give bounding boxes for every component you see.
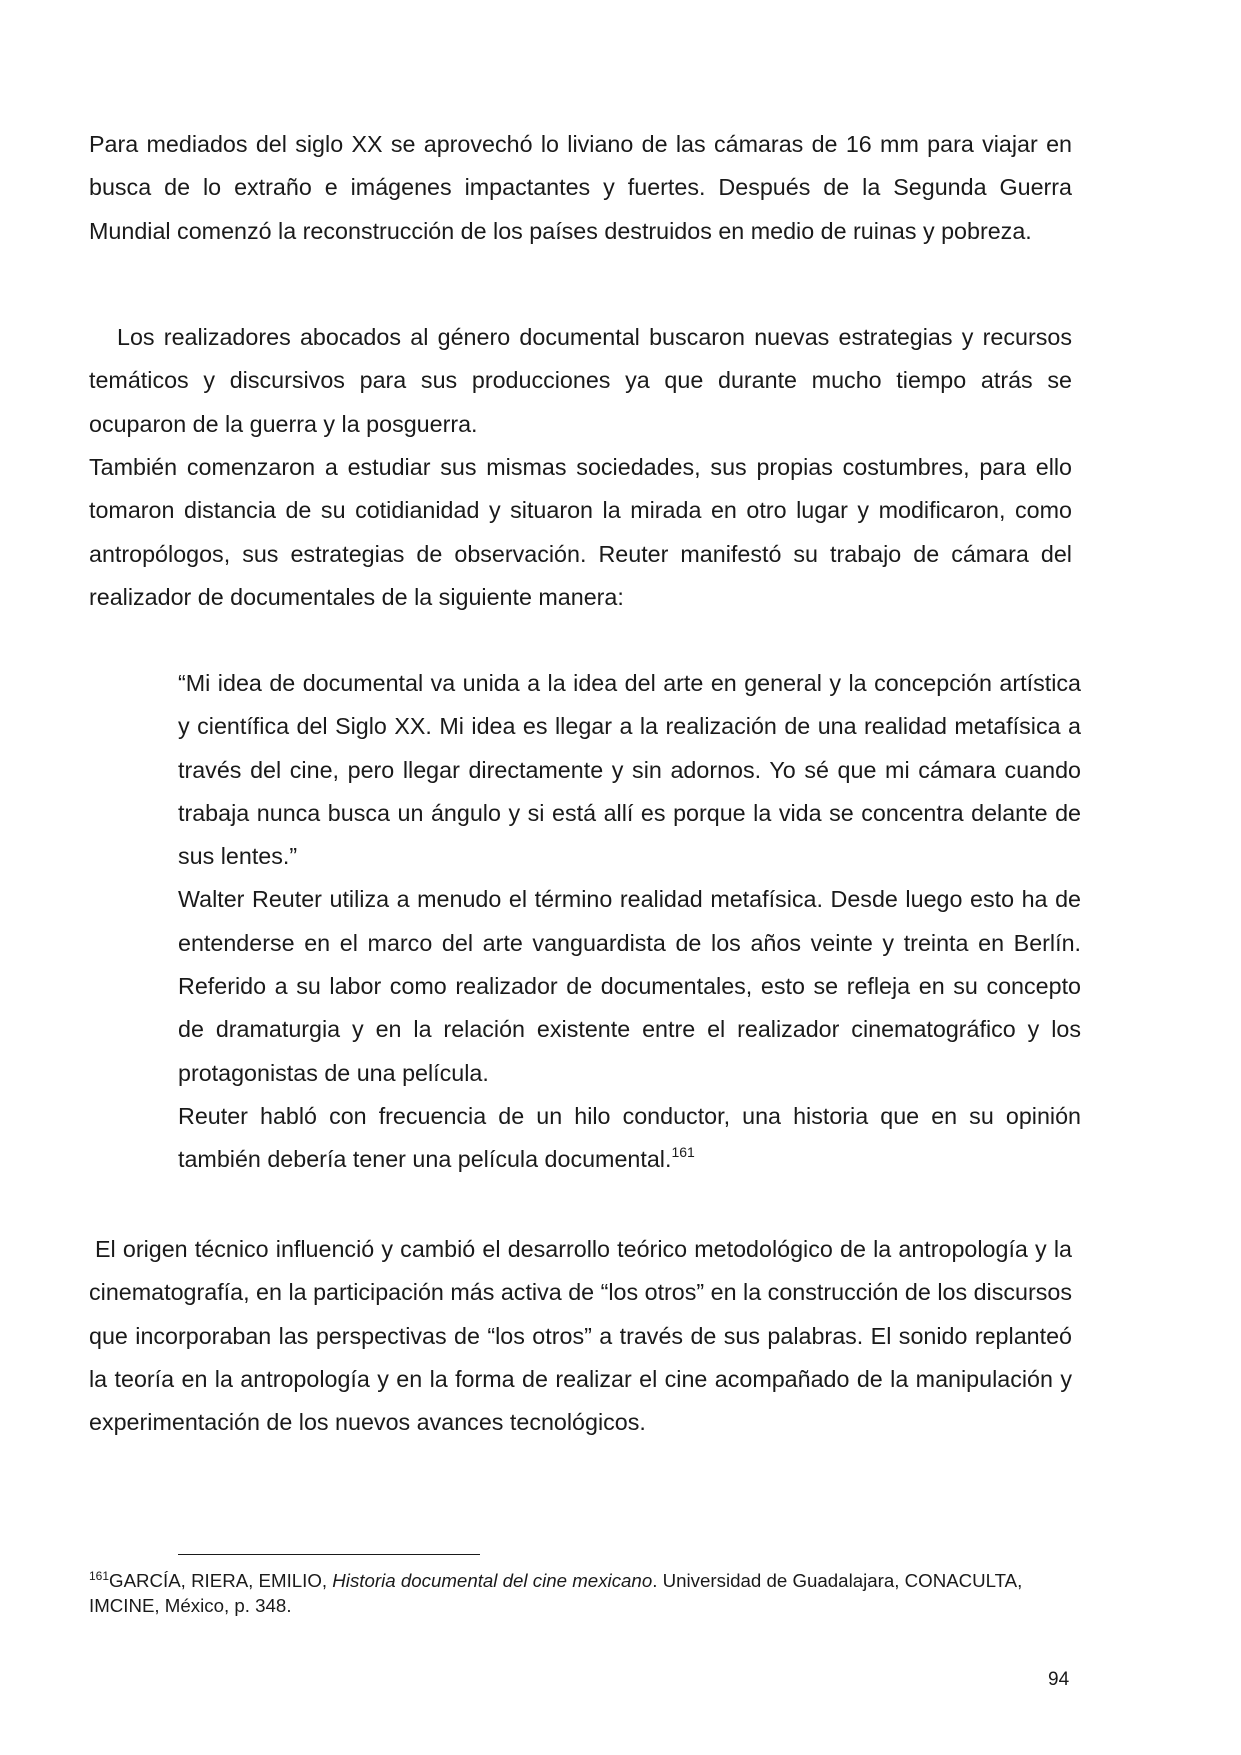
footnote-reference[interactable]: 161: [671, 1144, 695, 1161]
quote-paragraph-3: [178, 1095, 1081, 1182]
footnote: [89, 1568, 1079, 1618]
quote-paragraph-2: Walter Reuter utiliza a menudo el término realidad metafísica. Desde luego esto ha de entenderse en el marco del arte vanguardista de los años veinte y treinta en Berlín. Referido a su labor como realizador de documentales, esto se refleja en su concepto de dramaturgia y en la relación existente entre el realizador cinematográfico y los protagonistas de una película.: [178, 886, 1081, 1086]
footnote-separator: [178, 1554, 480, 1555]
quote-paragraph-1: “Mi idea de documental va unida a la idea del arte en general y la concepción artística y científica del Siglo XX. Mi idea es llegar a la realización de una realidad metafísica a través del cine, pero llegar directamente y sin adornos. Yo sé que mi cámara cuando trabaja nunca busca un ángulo y si está allí es porque la vida se concentra delante de sus lentes.”: [178, 670, 1081, 870]
page-number: 94: [1048, 1669, 1070, 1690]
footnote-title: Historia documental del cine mexicano: [332, 1570, 653, 1591]
paragraph-1: Para mediados del siglo XX se aprovechó lo liviano de las cámaras de 16 mm para viajar en busca de lo extraño e imágenes impactantes y fuertes. Después de la Segunda Guerra Mundial comenzó la reconstrucción de los países destruidos en medio de ruinas y pobreza.: [89, 131, 1072, 244]
paragraph-3: También comenzaron a estudiar sus mismas sociedades, sus propias costumbres, para ello tomaron distancia de su cotidianidad y situaron la mirada en otro lugar y modificaron, como antropólogos, sus estrategias de observación. Reuter manifestó su trabajo de cámara del realizador de documentales de la siguiente manera:: [89, 454, 1072, 610]
footnote-authors: GARCÍA, RIERA, EMILIO,: [109, 1570, 333, 1591]
paragraph-4: El origen técnico influenció y cambió el desarrollo teórico metodológico de la antropología y la cinematografía, en la participación más activa de “los otros” en la construcción de los discursos que incorporaban las perspectivas de “los otros” a través de sus palabras. El sonido replanteó la teoría en la antropología y en la forma de realizar el cine acompañado de la manipulación y experimentación de los nuevos avances tecnológicos.: [89, 1236, 1072, 1436]
footnote-publisher: . Universidad de Guadalajara, CONACULTA, IMCINE, México, p. 348.: [89, 1570, 1023, 1616]
quote-paragraph-3-text: Reuter habló con frecuencia de un hilo conductor, una historia que en su opinión también debería tener una película documental.: [178, 1102, 1081, 1173]
footnote-number: 161: [89, 1569, 110, 1583]
block-quote: [178, 662, 1081, 1182]
paragraph-2: Los realizadores abocados al género documental buscaron nuevas estrategias y recursos temáticos y discursivos para sus producciones ya que durante mucho tiempo atrás se ocuparon de la guerra y la posguerra.: [89, 324, 1072, 437]
